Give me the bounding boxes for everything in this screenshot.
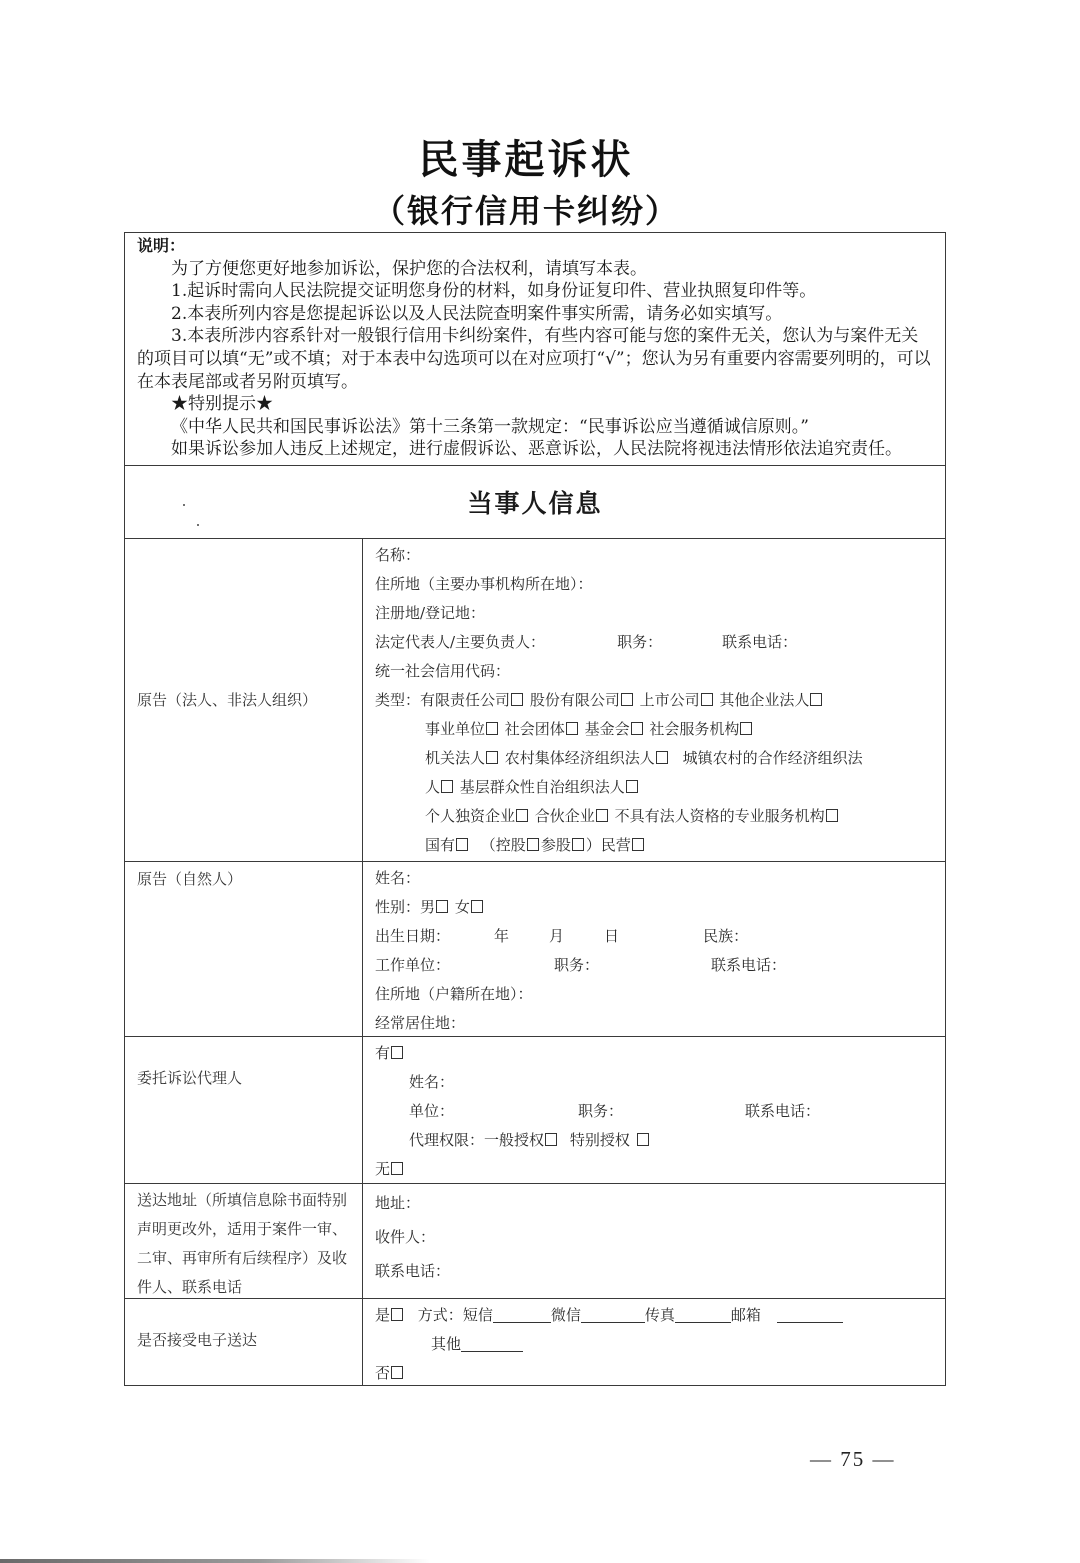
agent-label: 委托诉讼代理人 bbox=[125, 1037, 363, 1183]
org-type-line-2: 事业单位 社会团体 基金会 社会服务机构 bbox=[375, 715, 937, 744]
checkbox-controlling[interactable] bbox=[527, 838, 539, 851]
checkbox-listed[interactable] bbox=[701, 693, 713, 706]
agent-authority-line: 代理权限：一般授权 特别授权 bbox=[375, 1126, 937, 1155]
org-registered-field[interactable]: 注册地/登记地： bbox=[375, 603, 486, 622]
scan-speck bbox=[183, 504, 185, 506]
other-blank[interactable] bbox=[461, 1334, 523, 1352]
person-position-field[interactable]: 职务： bbox=[554, 955, 600, 974]
org-address-field[interactable]: 住所地（主要办事机构所在地）： bbox=[375, 574, 593, 593]
household-address-field[interactable]: 住所地（户籍所在地）： bbox=[375, 984, 533, 1003]
credit-code-field[interactable]: 统一社会信用代码： bbox=[375, 661, 511, 680]
agent-fields bbox=[363, 1037, 945, 1183]
checkbox-cooperative[interactable] bbox=[441, 780, 453, 793]
checkbox-e-service-yes[interactable] bbox=[391, 1308, 403, 1321]
checkbox-professional-service[interactable] bbox=[826, 809, 838, 822]
plaintiff-org-fields bbox=[363, 539, 945, 861]
checkbox-public-institution[interactable] bbox=[486, 722, 498, 735]
legal-rep-position-field[interactable]: 职务： bbox=[617, 632, 663, 651]
plaintiff-person-row bbox=[125, 862, 945, 1037]
e-service-yes-line: 是 方式：短信 微信 传真 邮箱 bbox=[375, 1301, 937, 1330]
scan-speck bbox=[197, 524, 199, 526]
checkbox-partnership[interactable] bbox=[596, 809, 608, 822]
party-info-section-header bbox=[125, 466, 945, 539]
agent-name-field[interactable]: 姓名： bbox=[409, 1072, 455, 1091]
e-service-other-line: 其他 bbox=[375, 1330, 937, 1359]
instructions-box bbox=[125, 233, 945, 466]
birth-date-field[interactable]: 出生日期： bbox=[375, 926, 451, 945]
instructions-item-2: 2.本表所列内容是您提起诉讼以及人民法院查明案件事实所需，请务必如实填写。 bbox=[171, 303, 783, 324]
e-service-label: 是否接受电子送达 bbox=[125, 1299, 363, 1385]
scan-edge-shadow bbox=[0, 1559, 430, 1563]
checkbox-male[interactable] bbox=[436, 900, 448, 913]
checkbox-special-authority[interactable] bbox=[637, 1133, 649, 1146]
checkbox-sole-proprietorship[interactable] bbox=[516, 809, 528, 822]
wechat-blank[interactable] bbox=[581, 1305, 645, 1323]
e-service-fields bbox=[363, 1299, 945, 1385]
checkbox-other-enterprise[interactable] bbox=[810, 693, 822, 706]
recipient-field[interactable]: 收件人： bbox=[375, 1227, 436, 1246]
law-quote: 《中华人民共和国民事诉讼法》第十三条第一款规定：“民事诉讼应当遵循诚信原则。” bbox=[171, 416, 809, 437]
person-name-field[interactable]: 姓名： bbox=[375, 868, 421, 887]
birth-line: 出生日期： 年 月 日 民族： bbox=[375, 926, 749, 945]
checkbox-female[interactable] bbox=[471, 900, 483, 913]
checkbox-llc[interactable] bbox=[511, 693, 523, 706]
section-title: 当事人信息 bbox=[467, 488, 603, 518]
false-litigation-warning: 如果诉讼参加人违反上述规定，进行虚假诉讼、恶意诉讼，人民法院将视违法情形依法追究责任。 bbox=[171, 439, 902, 460]
page-number: — 75 — bbox=[810, 1447, 896, 1471]
employer-field[interactable]: 工作单位： bbox=[375, 955, 451, 974]
agent-row bbox=[125, 1037, 945, 1184]
checkbox-social-group[interactable] bbox=[566, 722, 578, 735]
checkbox-grassroots-autonomy[interactable] bbox=[626, 780, 638, 793]
agent-unit-field[interactable]: 单位： bbox=[409, 1101, 455, 1120]
complaint-form-table bbox=[124, 232, 946, 1386]
plaintiff-person-label: 原告（自然人） bbox=[125, 862, 363, 1036]
service-phone-field[interactable]: 联系电话： bbox=[375, 1261, 451, 1280]
service-address-field[interactable]: 地址： bbox=[375, 1193, 421, 1212]
checkbox-rural-collective[interactable] bbox=[656, 751, 668, 764]
checkbox-social-service[interactable] bbox=[740, 722, 752, 735]
org-type-line-6: 国有 （控股 参股 ）民营 bbox=[375, 831, 937, 860]
agent-position-field[interactable]: 职务： bbox=[578, 1101, 624, 1120]
instructions-item-1: 1.起诉时需向人民法院提交证明您身份的材料，如身份证复印件、营业执照复印件等。 bbox=[171, 281, 817, 302]
plaintiff-person-fields bbox=[363, 862, 945, 1036]
org-name-field[interactable]: 名称： bbox=[375, 545, 421, 564]
org-legal-rep-line bbox=[375, 628, 937, 657]
plaintiff-org-row bbox=[125, 539, 945, 862]
agent-no-line: 无 bbox=[375, 1155, 937, 1184]
plaintiff-org-label: 原告（法人、非法人组织） bbox=[125, 539, 363, 861]
checkbox-agent-yes[interactable] bbox=[391, 1046, 403, 1059]
instructions-item-3: 3.本表所涉内容系针对一般银行信用卡纠纷案件，有些内容可能与您的案件无关，您认为与案件无关的项目可以填“无”或不填；对于本表中勾选项可以在对应项打“√”；您认为另有重要内容需要列明的，可以在本表尾部或者另附页填写。 bbox=[137, 326, 931, 392]
service-address-label: 送达地址（所填信息除书面特别声明更改外，适用于案件一审、二审、再审所有后续程序）及收件人、联系电话 bbox=[125, 1184, 363, 1298]
fax-blank[interactable] bbox=[675, 1305, 731, 1323]
org-type-line-3: 机关法人 农村集体经济组织法人 城镇农村的合作经济组织法 bbox=[425, 748, 863, 767]
checkbox-state-owned[interactable] bbox=[456, 838, 468, 851]
legal-rep-field[interactable]: 法定代表人/主要负责人： bbox=[375, 632, 546, 651]
checkbox-e-service-no[interactable] bbox=[391, 1366, 403, 1379]
document-title: 民事起诉状 bbox=[418, 137, 634, 183]
legal-rep-phone-field[interactable]: 联系电话： bbox=[722, 632, 798, 651]
checkbox-foundation[interactable] bbox=[631, 722, 643, 735]
org-type-line-5: 个人独资企业 合伙企业 不具有法人资格的专业服务机构 bbox=[375, 802, 937, 831]
ethnicity-field[interactable]: 民族： bbox=[703, 926, 749, 945]
e-service-no-line: 否 bbox=[375, 1359, 937, 1388]
agent-phone-field[interactable]: 联系电话： bbox=[745, 1101, 821, 1120]
checkbox-government-organ[interactable] bbox=[486, 751, 498, 764]
org-type-line-1: 类型：有限责任公司 股份有限公司 上市公司 其他企业法人 bbox=[375, 686, 937, 715]
checkbox-private[interactable] bbox=[632, 838, 644, 851]
checkbox-joint-stock[interactable] bbox=[621, 693, 633, 706]
org-type-line-4: 人 基层群众性自治组织法人 bbox=[375, 773, 937, 802]
gender-line: 性别：男 女 bbox=[375, 893, 937, 922]
instructions-intro: 为了方便您更好地参加诉讼，保护您的合法权利，请填写本表。 bbox=[171, 258, 647, 279]
special-notice-title: ★特别提示★ bbox=[171, 394, 273, 415]
email-blank[interactable] bbox=[777, 1305, 843, 1323]
service-address-row bbox=[125, 1184, 945, 1299]
sms-blank[interactable] bbox=[493, 1305, 551, 1323]
checkbox-minority-stake[interactable] bbox=[572, 838, 584, 851]
employment-line bbox=[375, 951, 937, 980]
service-address-fields bbox=[363, 1184, 945, 1298]
person-phone-field[interactable]: 联系电话： bbox=[711, 955, 787, 974]
e-service-row bbox=[125, 1299, 945, 1385]
document-subtitle: （银行信用卡纠纷） bbox=[372, 192, 679, 230]
checkbox-general-authority[interactable] bbox=[545, 1133, 557, 1146]
agent-unit-line bbox=[375, 1097, 937, 1126]
instructions-heading: 说明： bbox=[137, 236, 186, 255]
checkbox-agent-no[interactable] bbox=[391, 1162, 403, 1175]
agent-yes-line: 有 bbox=[375, 1039, 937, 1068]
residence-field[interactable]: 经常居住地： bbox=[375, 1013, 466, 1032]
